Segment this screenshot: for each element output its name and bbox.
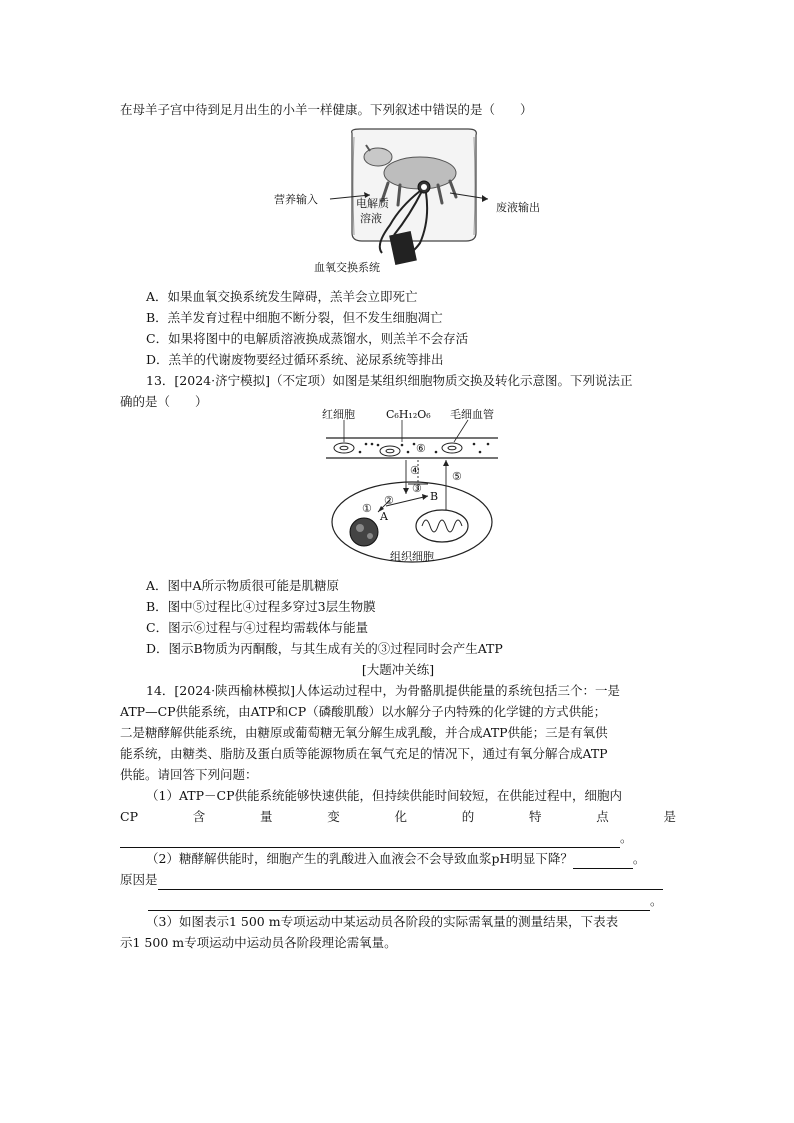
label-electrolyte-1: 电解质 — [356, 197, 389, 210]
label-glucose: C₆H₁₂O₆ — [386, 408, 431, 421]
label-n2: ② — [384, 494, 394, 507]
answer-blank-sub1[interactable] — [120, 833, 620, 848]
period: 。 — [632, 851, 646, 866]
nucleus — [350, 518, 378, 546]
mitochondrion — [416, 510, 468, 542]
sub2-question: （2）糖酵解供能时，细胞产生的乳酸进入血液会不会导致血浆pH明显下降？ — [146, 851, 573, 866]
sub1-word: 含 — [192, 809, 206, 824]
q13-stem-line2: 确的是（ ） — [120, 394, 208, 409]
q14-sub1-words — [120, 807, 676, 827]
sub2-reason-label: 原因是 — [120, 872, 158, 887]
q14-sub3-line1: （3）如图表示1 500 m专项运动中某运动员各阶段的实际需氧量的测量结果，下表表 — [146, 914, 619, 929]
q13-option-b: B．图中⑤过程比④过程多穿过3层生物膜 — [146, 599, 376, 614]
q14-para-line5: 供能。请回答下列问题： — [120, 767, 258, 782]
artificial-womb-figure — [270, 125, 560, 275]
q14-para-line1: 14．[2024·陕西榆林模拟]人体运动过程中，为骨骼肌提供能量的系统包括三个：一是 — [146, 683, 620, 698]
red-blood-cells — [334, 443, 462, 456]
period: 。 — [650, 893, 663, 908]
sub1-word: CP — [120, 809, 138, 824]
sub1-word: 变 — [327, 809, 340, 824]
q14-sub1-line1: （1）ATP－CP供能系统能够快速供能，但持续供能时间较短，在供能过程中，细胞内 — [146, 788, 623, 803]
q12-option-c: C．如果将图中的电解质溶液换成蒸馏水，则羔羊不会存活 — [146, 331, 469, 346]
sub1-word: 化 — [394, 809, 407, 824]
q14-sub1-answer-line — [120, 828, 676, 848]
q12-stem: 在母羊子宫中待到足月出生的小羊一样健康。下列叙述中错误的是（ ） — [120, 102, 533, 117]
label-red-blood-cell: 红细胞 — [322, 408, 355, 421]
answer-blank-sub2-reason-2[interactable] — [148, 896, 650, 911]
label-n1: ① — [362, 502, 372, 515]
q13-stem-line1: 13．[2024·济宁模拟]（不定项）如图是某组织细胞物质交换及转化示意图。下列说法正 — [146, 373, 633, 388]
sub1-word: 点 — [596, 809, 609, 824]
label-tissue-cell: 组织细胞 — [390, 550, 434, 563]
label-B: B — [430, 490, 439, 503]
label-n6: ⑥ — [416, 442, 426, 455]
q12-option-a: A．如果血氧交换系统发生障碍，羔羊会立即死亡 — [146, 289, 418, 304]
label-electrolyte-2: 溶液 — [360, 212, 382, 225]
label-waste-output: 废液输出 — [496, 201, 540, 214]
label-blood-oxygen-system: 血氧交换系统 — [314, 261, 380, 274]
q12-option-d: D．羔羊的代谢废物要经过循环系统、泌尿系统等排出 — [146, 352, 444, 367]
q14-sub2-reason-line2 — [120, 891, 676, 911]
sub1-word: 是 — [663, 809, 676, 824]
label-n4: ④ — [410, 464, 420, 477]
q13-option-a: A．图中A所示物质很可能是肌糖原 — [146, 578, 340, 593]
label-nutrient-input: 营养输入 — [274, 193, 318, 206]
sub1-word: 的 — [461, 809, 475, 824]
q14-para-line4: 能系统，由糖类、脂肪及蛋白质等能源物质在氧气充足的情况下，通过有氧分解合成ATP — [120, 746, 608, 761]
label-n5: ⑤ — [452, 470, 462, 483]
q14-para-line2: ATP—CP供能系统，由ATP和CP（磷酸肌酸）以水解分子内特殊的化学键的方式供能； — [120, 704, 607, 719]
q12-option-b: B．羔羊发育过程中细胞不断分裂，但不发生细胞凋亡 — [146, 310, 443, 325]
q14-sub2-line1 — [146, 849, 676, 869]
answer-blank-sub2-yesno[interactable] — [573, 854, 633, 869]
label-capillary: 毛细血管 — [450, 408, 494, 421]
q14-sub3-line2: 示1 500 m专项运动中运动员各阶段理论需氧量。 — [120, 935, 397, 950]
q14-para-line3: 二是糖酵解供能系统，由糖原或葡萄糖无氧分解生成乳酸，并合成ATP供能；三是有氧供 — [120, 725, 608, 740]
label-A: A — [380, 510, 388, 523]
label-n3: ③ — [412, 482, 422, 495]
period: 。 — [620, 830, 633, 845]
answer-blank-sub2-reason[interactable] — [158, 875, 663, 890]
section-title: [大题冲关练] — [361, 662, 435, 677]
q13-option-d: D．图示B物质为丙酮酸，与其生成有关的③过程同时会产生ATP — [146, 641, 503, 656]
sub1-word: 特 — [528, 809, 542, 824]
sub1-word: 量 — [259, 809, 273, 824]
q14-sub2-reason-line — [120, 870, 676, 890]
q13-option-c: C．图示⑥过程与④过程均需载体与能量 — [146, 620, 369, 635]
tissue-cell-figure — [318, 408, 508, 568]
